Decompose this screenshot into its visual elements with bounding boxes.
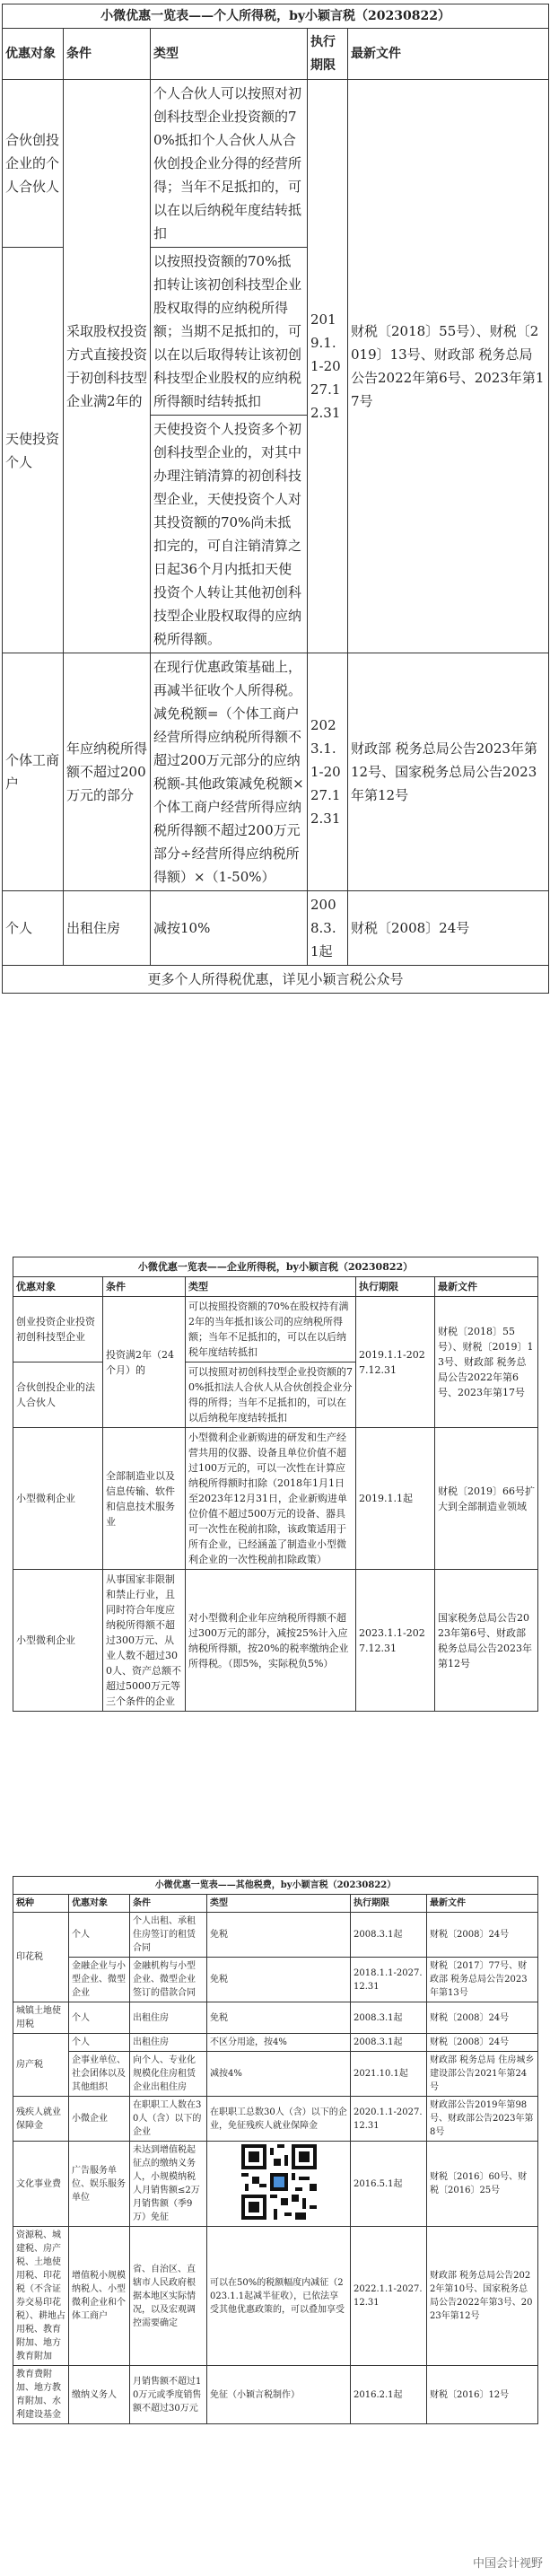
personal-income-tax-table [2, 4, 549, 994]
table-cell: 创业投资企业投资初创科技型企业 [13, 1297, 103, 1362]
header-cell: 最新文件 [348, 29, 549, 80]
table-cell: 全部制造业以及信息传输、软件和信息技术服务业 [103, 1428, 186, 1570]
table-cell: 2019.1.1起 [356, 1428, 435, 1570]
table-footer: 更多个人所得税优惠，详见小颖言税公众号 [3, 966, 549, 994]
table-cell: 免税 [207, 2002, 351, 2034]
header-cell: 条件 [130, 1895, 207, 1913]
other-taxes-table [13, 1876, 538, 2424]
table-cell: 文化事业费 [13, 2142, 69, 2227]
header-cell: 条件 [64, 29, 151, 80]
table-cell: 可以按照对初创科技型企业投资额的70%抵扣法人合伙人从合伙创投企业分得的所得；当年不足抵扣的，可以在以后纳税年度结转抵扣 [186, 1362, 356, 1428]
table-cell: 小型微利企业新购进的研发和生产经营共用的仪器、设备且单位价值不超过100万元的，可以一次性在计算应纳税所得额时扣除（2018年1月1日至2023年12月31日，企业新购进单位价值不超过500万元的设备、器具可一次性在税前扣除，该政策适用于所有企业，已经涵盖了制造业小型微利企业的一次性税前扣除政策） [186, 1428, 356, 1570]
header-cell: 执行期限 [356, 1277, 435, 1297]
table-cell: 财政部 税务总局公告2023年第12号、国家税务总局公告2023年第12号 [348, 653, 549, 891]
table-cell: 天使投资个人 [3, 248, 64, 653]
table-title: 小微优惠一览表——其他税费，by小颖言税（20230822） [13, 1877, 538, 1895]
table-cell: 城镇土地使用税 [13, 2002, 69, 2034]
table-title: 小微优惠一览表——企业所得税，by小颖言税（20230822） [13, 1257, 538, 1277]
table-cell: 以按照投资额的70%抵扣转让该初创科技型企业股权取得的应纳税所得额；当期不足抵扣的，可以在以后取得转让该初创科技型企业股权的应纳税所得额时结转抵扣 [151, 248, 308, 416]
table-cell: 2018.1.1-2027.12.31 [351, 1958, 427, 2002]
table-cell: 减按10% [151, 891, 308, 966]
table-cell: 免税 [207, 1913, 351, 1958]
header-cell: 条件 [103, 1277, 186, 1297]
header-cell: 优惠对象 [3, 29, 64, 80]
table-cell: 2008.3.1起 [351, 2034, 427, 2052]
table-cell: 对小型微利企业年应纳税所得额不超过300万元的部分，减按25%计入应纳税所得额，按20%的税率缴纳企业所得税。（即5%，实际税负5%） [186, 1570, 356, 1712]
header-cell: 执行期限 [351, 1895, 427, 1913]
table-cell: 投资满2年（24个月）的 [103, 1297, 186, 1428]
table-cell: 财税〔2008〕24号 [427, 2034, 538, 2052]
table-cell: 月销售额不超过10万元或季度销售额不超过30万元 [130, 2366, 207, 2424]
table-cell: 在现行优惠政策基础上，再减半征收个人所得税。减免税额=（个体工商户经营所得应纳税所得额不超过200万元部分的应纳税额-其他政策减免税额×个体工商户经营所得应纳税所得额不超过200万元部分÷经营所得应纳税所得额）×（1-50%） [151, 653, 308, 891]
table-cell: 2023.1.1-2027.12.31 [356, 1570, 435, 1712]
table-cell: 向个人、专业化规模化住房租赁企业出租住房 [130, 2052, 207, 2097]
table-cell: 小微企业 [69, 2097, 130, 2142]
qr-code-cell [207, 2142, 351, 2227]
table-cell: 资源税、城建税、房产税、土地使用税、印花税（不含证券交易印花税）、耕地占用税、教育附加、地方教育附加 [13, 2227, 69, 2366]
table-cell: 印花税 [13, 1913, 69, 2002]
table-cell: 房产税 [13, 2034, 69, 2097]
table-cell: 2016.2.1起 [351, 2366, 427, 2424]
table-cell: 缴纳义务人 [69, 2366, 130, 2424]
header-cell: 优惠对象 [69, 1895, 130, 1913]
table-cell: 财税〔2016〕60号、财税〔2016〕25号 [427, 2142, 538, 2227]
table-cell: 2019.1.1-2027.12.31 [356, 1297, 435, 1428]
table-cell: 从事国家非限制和禁止行业，且同时符合年度应纳税所得额不超过300万元、从业人数不超过300人、资产总额不超过5000万元等三个条件的企业 [103, 1570, 186, 1712]
table-cell: 可以在50%的税额幅度内减征（2023.1.1起减半征收），已依法享受其他优惠政策的，可以叠加享受 [207, 2227, 351, 2366]
table-cell: 个人合伙人可以按照对初创科技型企业投资额的70%抵扣个人合伙人从合伙创投企业分得的经营所得；当年不足抵扣的，可以在以后纳税年度结转抵扣 [151, 80, 308, 248]
table-cell: 财政部公告2019年第98号、财政部公告2023年第8号 [427, 2097, 538, 2142]
table-cell: 2019.1.1-2027.12.31 [308, 80, 348, 653]
table-cell: 2021.10.1起 [351, 2052, 427, 2097]
table-cell: 金融企业与小型企业、微型企业 [69, 1958, 130, 2002]
header-cell: 类型 [207, 1895, 351, 1913]
table-cell: 合伙创投企业的个人合伙人 [3, 80, 64, 248]
header-cell: 最新文件 [435, 1277, 538, 1297]
table-cell: 2020.1.1-2027.12.31 [351, 2097, 427, 2142]
table-cell: 财税〔2016〕12号 [427, 2366, 538, 2424]
table-cell: 2008.3.1起 [351, 1913, 427, 1958]
table-cell: 天使投资个人投资多个初创科技型企业的，对其中办理注销清算的初创科技型企业，天使投资个人对其投资额的70%尚未抵扣完的，可自注销清算之日起36个月内抵扣天使投资个人转让其他初创科技型企业股权取得的应纳税所得额。 [151, 416, 308, 653]
table-title: 小微优惠一览表——个人所得税，by小颖言税（20230822） [3, 4, 549, 29]
table-cell: 合伙创投企业的法人合伙人 [13, 1362, 103, 1428]
table-cell: 年应纳税所得额不超过200万元的部分 [64, 653, 151, 891]
header-cell: 最新文件 [427, 1895, 538, 1913]
table-cell: 教育费附加、地方教育附加、水利建设基金 [13, 2366, 69, 2424]
header-cell: 类型 [151, 29, 308, 80]
table-cell: 2008.3.1起 [351, 2002, 427, 2034]
header-cell: 类型 [186, 1277, 356, 1297]
table-cell: 广告服务单位、娱乐服务单位 [69, 2142, 130, 2227]
table-cell: 免税 [207, 1958, 351, 2002]
table-cell: 增值税小规模纳税人、小型微利企业和个体工商户 [69, 2227, 130, 2366]
table-cell: 财税〔2018〕55号）、财税〔2019〕13号、财政部 税务总局公告2022年第6号、2023年第17号 [348, 80, 549, 653]
table-cell: 在职职工人数在30人（含）以下的企业 [130, 2097, 207, 2142]
table-cell: 2016.5.1起 [351, 2142, 427, 2227]
table-cell: 不区分用途，按4% [207, 2034, 351, 2052]
table-cell: 财税〔2018〕55号）、财税〔2019〕13号、财政部 税务总局公告2022年第6号、2023年第17号 [435, 1297, 538, 1428]
table-cell: 2023.1.1-2027.12.31 [308, 653, 348, 891]
table-cell: 在职职工总数30人（含）以下的企业，免征残疾人就业保障金 [207, 2097, 351, 2142]
table-cell: 财税〔2008〕24号 [348, 891, 549, 966]
table-cell: 免征（小颖言税制作） [207, 2366, 351, 2424]
table-cell: 出租住房 [64, 891, 151, 966]
header-cell: 税种 [13, 1895, 69, 1913]
table-cell: 出租住房 [130, 2002, 207, 2034]
table-cell: 2008.3.1起 [308, 891, 348, 966]
table-cell: 个人 [69, 1913, 130, 1958]
table-cell: 出租住房 [130, 2034, 207, 2052]
table-cell: 个人 [69, 2034, 130, 2052]
table-cell: 财税〔2008〕24号 [427, 1913, 538, 1958]
watermark: 中国会计视野 [472, 2557, 543, 2571]
table-cell: 小型微利企业 [13, 1428, 103, 1570]
table-cell: 个人 [3, 891, 64, 966]
qr-code-icon [241, 2144, 317, 2220]
table-cell: 2022.1.1-2027.12.31 [351, 2227, 427, 2366]
table-cell: 个人出租、承租住房签订的租赁合同 [130, 1913, 207, 1958]
table-cell: 减按4% [207, 2052, 351, 2097]
table-cell: 小型微利企业 [13, 1570, 103, 1712]
table-cell: 财税〔2019〕66号扩大到全部制造业领域 [435, 1428, 538, 1570]
table-cell: 财税〔2008〕24号 [427, 2002, 538, 2034]
corporate-income-tax-table [13, 1257, 538, 1712]
table-cell: 可以按照投资额的70%在股权持有满2年的当年抵扣该公司的应纳税所得额；当年不足抵扣的，可以在以后纳税年度结转抵扣 [186, 1297, 356, 1362]
table-cell: 采取股权投资方式直接投资于初创科技型企业满2年的 [64, 80, 151, 653]
table-cell: 财政部 税务总局 住房城乡建设部公告2021年第24号 [427, 2052, 538, 2097]
header-cell: 执行期限 [308, 29, 348, 80]
table-cell: 省、自治区、直辖市人民政府根据本地区实际情况，以及宏观调控需要确定 [130, 2227, 207, 2366]
table-cell: 个体工商户 [3, 653, 64, 891]
table-cell: 金融机构与小型企业、微型企业签订的借款合同 [130, 1958, 207, 2002]
table-cell: 个人 [69, 2002, 130, 2034]
header-cell: 优惠对象 [13, 1277, 103, 1297]
table-cell: 企事业单位、社会团体以及其他组织 [69, 2052, 130, 2097]
table-cell: 财政部 税务总局公告2022年第10号、国家税务总局公告2022年第3号、2023年第12号 [427, 2227, 538, 2366]
table-cell: 财税〔2017〕77号、财政部 税务总局公告2023年第13号 [427, 1958, 538, 2002]
table-cell: 未达到增值税起征点的缴纳义务人，小规模纳税人月销售额≤2万月销售额（季9万）免征 [130, 2142, 207, 2227]
table-cell: 国家税务总局公告2023年第6号、财政部 税务总局公告2023年第12号 [435, 1570, 538, 1712]
table-cell: 残疾人就业保障金 [13, 2097, 69, 2142]
